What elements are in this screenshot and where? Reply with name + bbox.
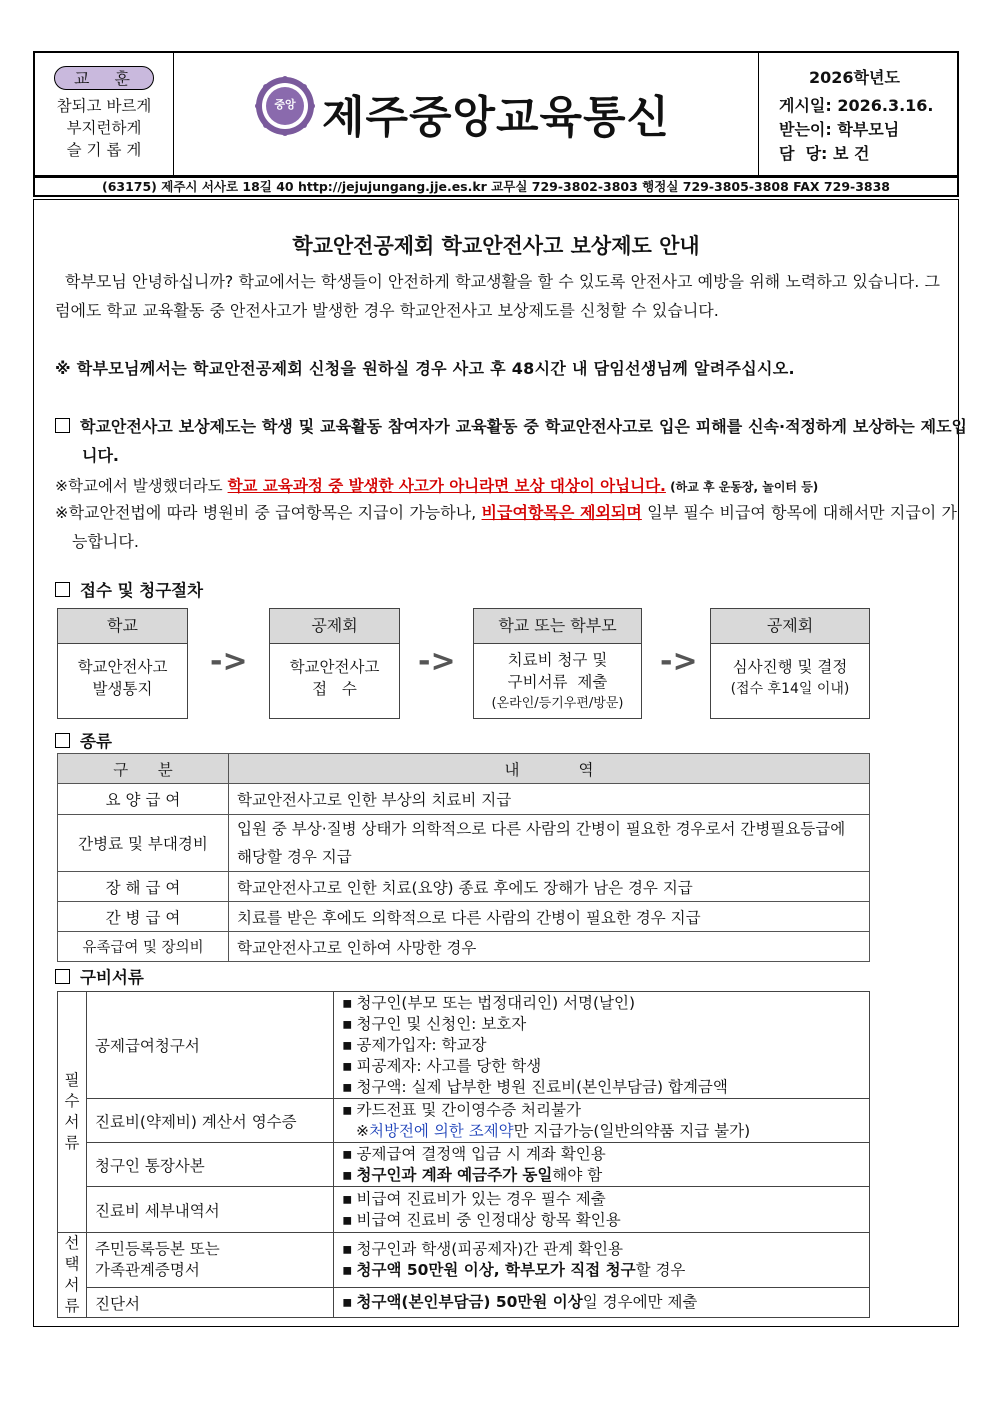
detail-text: 일 경우에만 제출 (582, 1293, 698, 1312)
process-step-head: 공제회 (711, 609, 869, 644)
doc-detail-item: ▪ 청구인과 학생(피공제자)간 관계 확인용 (342, 1239, 861, 1260)
logo-text: 중앙 (274, 98, 296, 111)
label-char: 류 (64, 1297, 80, 1315)
doc-detail (334, 1099, 870, 1143)
type-name: 유족급여 및 장의비 (58, 932, 229, 962)
note-text: ※학교에서 발생했더라도 (55, 477, 228, 495)
process-step (473, 608, 642, 719)
process-heading-text: 접수 및 청구절차 (80, 581, 204, 600)
notice-line: ※ 학부모님께서는 학교안전공제회 신청을 원하실 경우 사고 후 48시간 내 담임선생님께 알려주십시오. (55, 359, 795, 378)
recipient: 받는이: 학부모님 (779, 120, 900, 139)
process-step (269, 608, 400, 719)
process-step-head: 공제회 (270, 609, 399, 644)
process-step-line: 심사진행 및 결정 (732, 658, 848, 676)
type-name: 장 해 급 여 (58, 872, 229, 902)
note-mark: ※ (356, 1121, 369, 1140)
type-name: 요 양 급 여 (58, 784, 229, 815)
issue-info (759, 53, 957, 175)
doc-detail (334, 1233, 870, 1288)
posted-date: 게시일: 2026.3.16. (779, 96, 934, 115)
doc-detail-note (342, 1121, 861, 1142)
section-compensation (55, 412, 967, 470)
doc-detail-item (342, 1260, 861, 1281)
doc-name-line: 주민등록등본 또는 (95, 1240, 220, 1259)
process-step-line: 접 수 (312, 680, 357, 698)
doc-name: 진단서 (87, 1288, 334, 1318)
doc-detail-item: ▪ 비급여 진료비가 있는 경우 필수 제출 (342, 1189, 861, 1210)
doc-name: 진료비 세부내역서 (87, 1187, 334, 1233)
detail-text: 할 경우 (635, 1261, 686, 1280)
doc-detail-item: ▪ 공제가입자: 학교장 (342, 1035, 861, 1056)
arrow-icon: -> (418, 644, 456, 679)
doc-detail-item (342, 1292, 861, 1313)
type-desc: 학교안전사고로 인한 치료(요양) 종료 후에도 장해가 남은 경우 지급 (229, 872, 870, 902)
note-text: 일부 필수 비급여 항목에 대해서만 지급이 가능합니다. (72, 503, 957, 551)
optional-label (58, 1233, 87, 1318)
doc-detail-item: ▪ 비급여 진료비 중 인정대상 항목 확인용 (342, 1210, 861, 1231)
process-step-line: 치료비 청구 및 (507, 651, 608, 669)
note-highlight: 처방전에 의한 조제약 (369, 1121, 514, 1140)
note-highlight: 학교 교육과정 중 발생한 사고가 아니라면 보상 대상이 아닙니다. (227, 477, 666, 495)
document-title: 학교안전공제회 학교안전사고 보상제도 안내 (292, 234, 700, 258)
types-heading (55, 728, 112, 752)
process-step-note: (온라인/등기우편/방문) (491, 696, 624, 711)
manager: 담 당: 보 건 (779, 144, 870, 163)
process-step-head: 학교 (58, 609, 187, 644)
detail-text: 해야 함 (552, 1165, 603, 1184)
doc-detail-item: ▪ 청구인 및 신청인: 보호자 (342, 1014, 861, 1035)
types-table (57, 753, 870, 962)
note-example: (하교 후 운동장, 놀이터 등) (665, 480, 819, 494)
note-highlight: 비급여항목은 제외되며 (481, 503, 642, 522)
school-motto (35, 53, 174, 175)
intro-paragraph: 학부모님 안녕하십니까? 학교에서는 학생들이 안전하게 학교생활을 할 수 있도록 안전사고 예방을 위해 노력하고 있습니다. 그럼에도 학교 교육활동 중 안전사고가 발생한 경우 학교안전사고 보상제도를 신청할 수 있습니다. (55, 272, 940, 320)
process-step-line: (접수 후14일 이내) (730, 681, 850, 697)
label-char: 선 (64, 1234, 80, 1252)
docs-heading-text: 구비서류 (80, 968, 144, 987)
type-desc: 입원 중 부상·질병 상태가 의학적으로 다른 사람의 간병이 필요한 경우로서 간병필요등급에 해당할 경우 지급 (229, 815, 870, 872)
types-heading-text: 종류 (80, 732, 112, 751)
docs-heading (55, 964, 144, 988)
label-char: 서 (64, 1276, 80, 1294)
doc-detail-item: ▪ 청구액: 실제 납부한 병원 진료비(본인부담금) 합계금액 (342, 1077, 861, 1098)
process-step-line: 발생통지 (92, 680, 153, 698)
label-char: 필 (64, 1071, 80, 1089)
note-insurance-items (55, 498, 957, 556)
process-step (710, 608, 870, 719)
process-step-line: 학교안전사고 (77, 658, 168, 676)
process-heading (55, 577, 203, 601)
note-text: ※학교안전법에 따라 병원비 중 급여항목은 지급이 가능하나, (55, 503, 482, 522)
doc-detail (334, 992, 870, 1099)
process-step (57, 608, 188, 719)
doc-name: 진료비(약제비) 계산서 영수증 (87, 1099, 334, 1143)
type-name: 간 병 급 여 (58, 902, 229, 932)
type-name: 간병료 및 부대경비 (58, 815, 229, 872)
school-year: 2026학년도 (809, 68, 900, 87)
detail-emphasis: 청구액 50만원 이상, 학부모가 직접 청구 (356, 1261, 636, 1280)
label-char: 택 (64, 1255, 80, 1273)
detail-emphasis: 청구인과 계좌 예금주가 동일 (356, 1165, 553, 1184)
type-desc: 치료를 받은 후에도 의학적으로 다른 사람의 간병이 필요한 경우 지급 (229, 902, 870, 932)
label-char: 류 (64, 1134, 80, 1152)
type-desc: 학교안전사고로 인한 부상의 치료비 지급 (229, 784, 870, 815)
motto-line: 참되고 바르게 (56, 97, 152, 115)
table-header: 내 역 (229, 754, 870, 784)
title-cell (174, 53, 759, 175)
motto-line: 부지런하게 (66, 119, 142, 137)
doc-detail (334, 1187, 870, 1233)
doc-name: 공제급여청구서 (87, 992, 334, 1099)
arrow-icon: -> (210, 644, 248, 679)
detail-emphasis: 청구액(본인부담금) 50만원 이상 (356, 1293, 583, 1312)
motto-badge: 교 훈 (54, 66, 154, 90)
doc-detail-item: ▪ 청구인(부모 또는 법정대리인) 서명(날인) (342, 993, 861, 1014)
checkbox-icon (55, 969, 70, 984)
doc-detail (334, 1288, 870, 1318)
doc-name-line: 가족관계증명서 (95, 1261, 200, 1280)
section-compensation-text: 학교안전사고 보상제도는 학생 및 교육활동 참여자가 교육활동 중 학교안전사고로 입은 피해를 신속·적정하게 보상하는 제도입니다. (80, 417, 967, 465)
process-step-line: 구비서류 제출 (507, 673, 608, 691)
documents-table (57, 991, 870, 1318)
motto-line: 슬 기 롭 게 (66, 141, 142, 159)
doc-name (87, 1233, 334, 1288)
contact-bar: (63175) 제주시 서사로 18길 40 http://jejujungang.jje.es.kr 교무실 729-3802-3803 행정실 729-3805-3808 FAX 729-3838 (33, 177, 959, 197)
note-text: 만 지급가능(일반의약품 지급 불가) (513, 1121, 751, 1140)
newsletter-header (33, 51, 959, 177)
doc-detail-item: ▪ 피공제자: 사고를 당한 학생 (342, 1056, 861, 1077)
process-step-head: 학교 또는 학부모 (474, 609, 641, 644)
checkbox-icon (55, 418, 70, 433)
checkbox-icon (55, 733, 70, 748)
table-header: 구 분 (58, 754, 229, 784)
type-desc: 학교안전사고로 인하여 사망한 경우 (229, 932, 870, 962)
process-step-line: 학교안전사고 (289, 658, 380, 676)
doc-detail-item: ▪ 공제급여 결정액 입금 시 계좌 확인용 (342, 1144, 861, 1165)
checkbox-icon (55, 582, 70, 597)
label-char: 서 (64, 1113, 80, 1131)
doc-detail-item: ▪ 카드전표 및 간이영수증 처리불가 (342, 1100, 861, 1121)
label-char: 수 (64, 1092, 80, 1110)
doc-name: 청구인 통장사본 (87, 1143, 334, 1187)
doc-detail-item (342, 1165, 861, 1186)
arrow-icon: -> (660, 644, 698, 679)
doc-detail (334, 1143, 870, 1187)
newsletter-title: 제주중앙교육통신 (322, 92, 671, 143)
required-label (58, 992, 87, 1233)
